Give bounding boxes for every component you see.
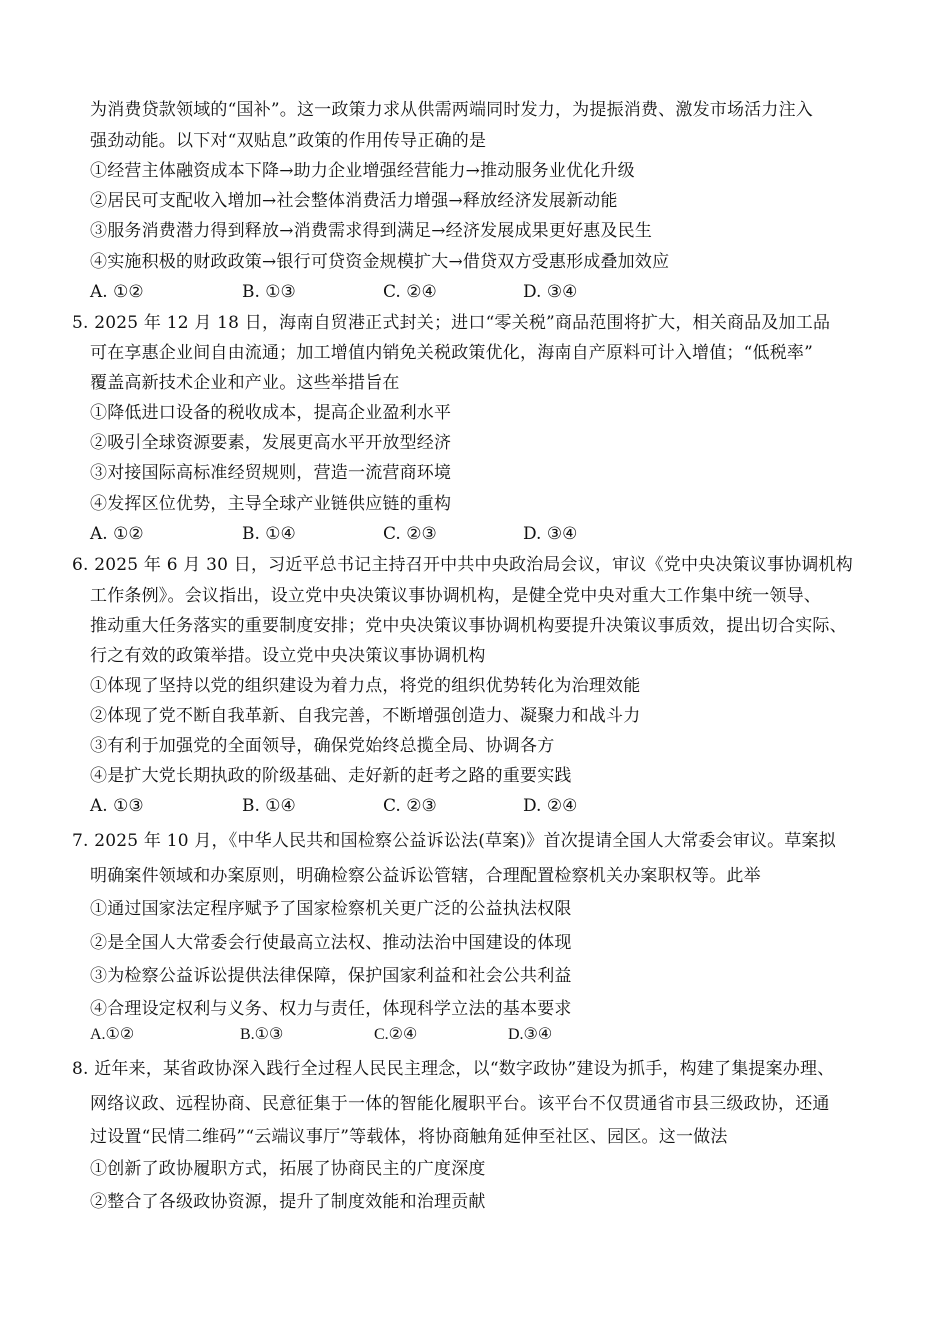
q7-option: ②是全国人大常委会行使最高立法权、推动法治中国建设的体现 [90, 933, 572, 953]
q8-option: ①创新了政协履职方式，拓展了协商民主的广度深度 [90, 1159, 486, 1179]
q8-stem-line: 8. 近年来，某省政协深入践行全过程人民民主理念，以“数字政协”建设为抓手，构建了集提案办理、 [72, 1059, 835, 1079]
q8-stem-line: 网络议政、远程协商、民意征集于一体的智能化履职平台。该平台不仅贯通省市县三级政协，还通 [90, 1094, 830, 1114]
q4-choice-a: A. ①② [90, 282, 144, 302]
q7-option: ④合理设定权利与义务、权力与责任，体现科学立法的基本要求 [90, 999, 572, 1019]
q4-choice-d: D. ③④ [523, 282, 578, 302]
q6-choice-b: B. ①④ [242, 796, 296, 816]
q6-option: ②体现了党不断自我革新、自我完善，不断增强创造力、凝聚力和战斗力 [90, 706, 641, 726]
q7-stem-line: 7. 2025 年 10 月，《中华人民共和国检察公益诉讼法(草案)》首次提请全国人大常委会审议。草案拟 [72, 831, 836, 851]
q7-choice-d: D.③④ [508, 1026, 553, 1043]
q5-option: ①降低进口设备的税收成本，提高企业盈利水平 [90, 403, 452, 423]
q4-choice-b: B. ①③ [242, 282, 296, 302]
q4-stem-line: 强劲动能。以下对“双贴息”政策的作用传导正确的是 [90, 131, 487, 151]
q6-option: ①体现了坚持以党的组织建设为着力点，将党的组织优势转化为治理效能 [90, 676, 641, 696]
q5-choice-b: B. ①④ [242, 524, 296, 544]
q4-choice-c: C. ②④ [383, 282, 437, 302]
q5-option: ③对接国际高标准经贸规则，营造一流营商环境 [90, 463, 452, 483]
q7-option: ③为检察公益诉讼提供法律保障，保护国家利益和社会公共利益 [90, 966, 572, 986]
q5-stem-line: 覆盖高新技术企业和产业。这些举措旨在 [90, 373, 400, 393]
q4-option: ①经营主体融资成本下降→助力企业增强经营能力→推动服务业优化升级 [90, 161, 635, 181]
q5-choice-d: D. ③④ [523, 524, 578, 544]
q5-choice-a: A. ①② [90, 524, 144, 544]
q5-choice-c: C. ②③ [383, 524, 437, 544]
q8-option: ②整合了各级政协资源，提升了制度效能和治理贡献 [90, 1192, 486, 1212]
q6-option: ③有利于加强党的全面领导，确保党始终总揽全局、协调各方 [90, 736, 555, 756]
q6-option: ④是扩大党长期执政的阶级基础、走好新的赶考之路的重要实践 [90, 766, 572, 786]
q6-choice-c: C. ②③ [383, 796, 437, 816]
q6-stem-line: 6. 2025 年 6 月 30 日，习近平总书记主持召开中共中央政治局会议，审议《党中央决策议事协调机构 [72, 555, 853, 575]
q6-stem-line: 推动重大任务落实的重要制度安排；党中央决策议事协调机构要提升决策议事质效，提出切合实际、 [90, 616, 847, 636]
q4-option: ③服务消费潜力得到释放→消费需求得到满足→经济发展成果更好惠及民生 [90, 221, 653, 241]
q7-stem-line: 明确案件领域和办案原则，明确检察公益诉讼管辖，合理配置检察机关办案职权等。此举 [90, 866, 761, 886]
q6-stem-line: 行之有效的政策举措。设立党中央决策议事协调机构 [90, 646, 486, 666]
q6-choice-a: A. ①③ [90, 796, 144, 816]
q7-choice-c: C.②④ [374, 1026, 418, 1043]
q7-choice-b: B.①③ [240, 1026, 284, 1043]
q5-option: ②吸引全球资源要素，发展更高水平开放型经济 [90, 433, 452, 453]
q5-option: ④发挥区位优势，主导全球产业链供应链的重构 [90, 494, 452, 514]
q5-stem-line: 可在享惠企业间自由流通；加工增值内销免关税政策优化，海南自产原料可计入增值；“低税率” [90, 343, 813, 363]
q4-stem-line: 为消费贷款领域的“国补”。这一政策力求从供需两端同时发力，为提振消费、激发市场活力注入 [90, 100, 813, 120]
q6-stem-line: 工作条例》。会议指出，设立党中央决策议事协调机构，是健全党中央对重大工作集中统一领导、 [90, 586, 822, 606]
q7-choice-a: A.①② [90, 1026, 135, 1043]
q5-stem-line: 5. 2025 年 12 月 18 日，海南自贸港正式封关；进口“零关税”商品范围将扩大，相关商品及加工品 [72, 313, 831, 333]
q6-choice-d: D. ②④ [523, 796, 578, 816]
q8-stem-line: 过设置“民情二维码”“云端议事厅”等载体，将协商触角延伸至社区、园区。这一做法 [90, 1127, 728, 1147]
q7-option: ①通过国家法定程序赋予了国家检察机关更广泛的公益执法权限 [90, 899, 572, 919]
q4-option: ④实施积极的财政政策→银行可贷资金规模扩大→借贷双方受惠形成叠加效应 [90, 252, 670, 272]
q4-option: ②居民可支配收入增加→社会整体消费活力增强→释放经济发展新动能 [90, 191, 618, 211]
